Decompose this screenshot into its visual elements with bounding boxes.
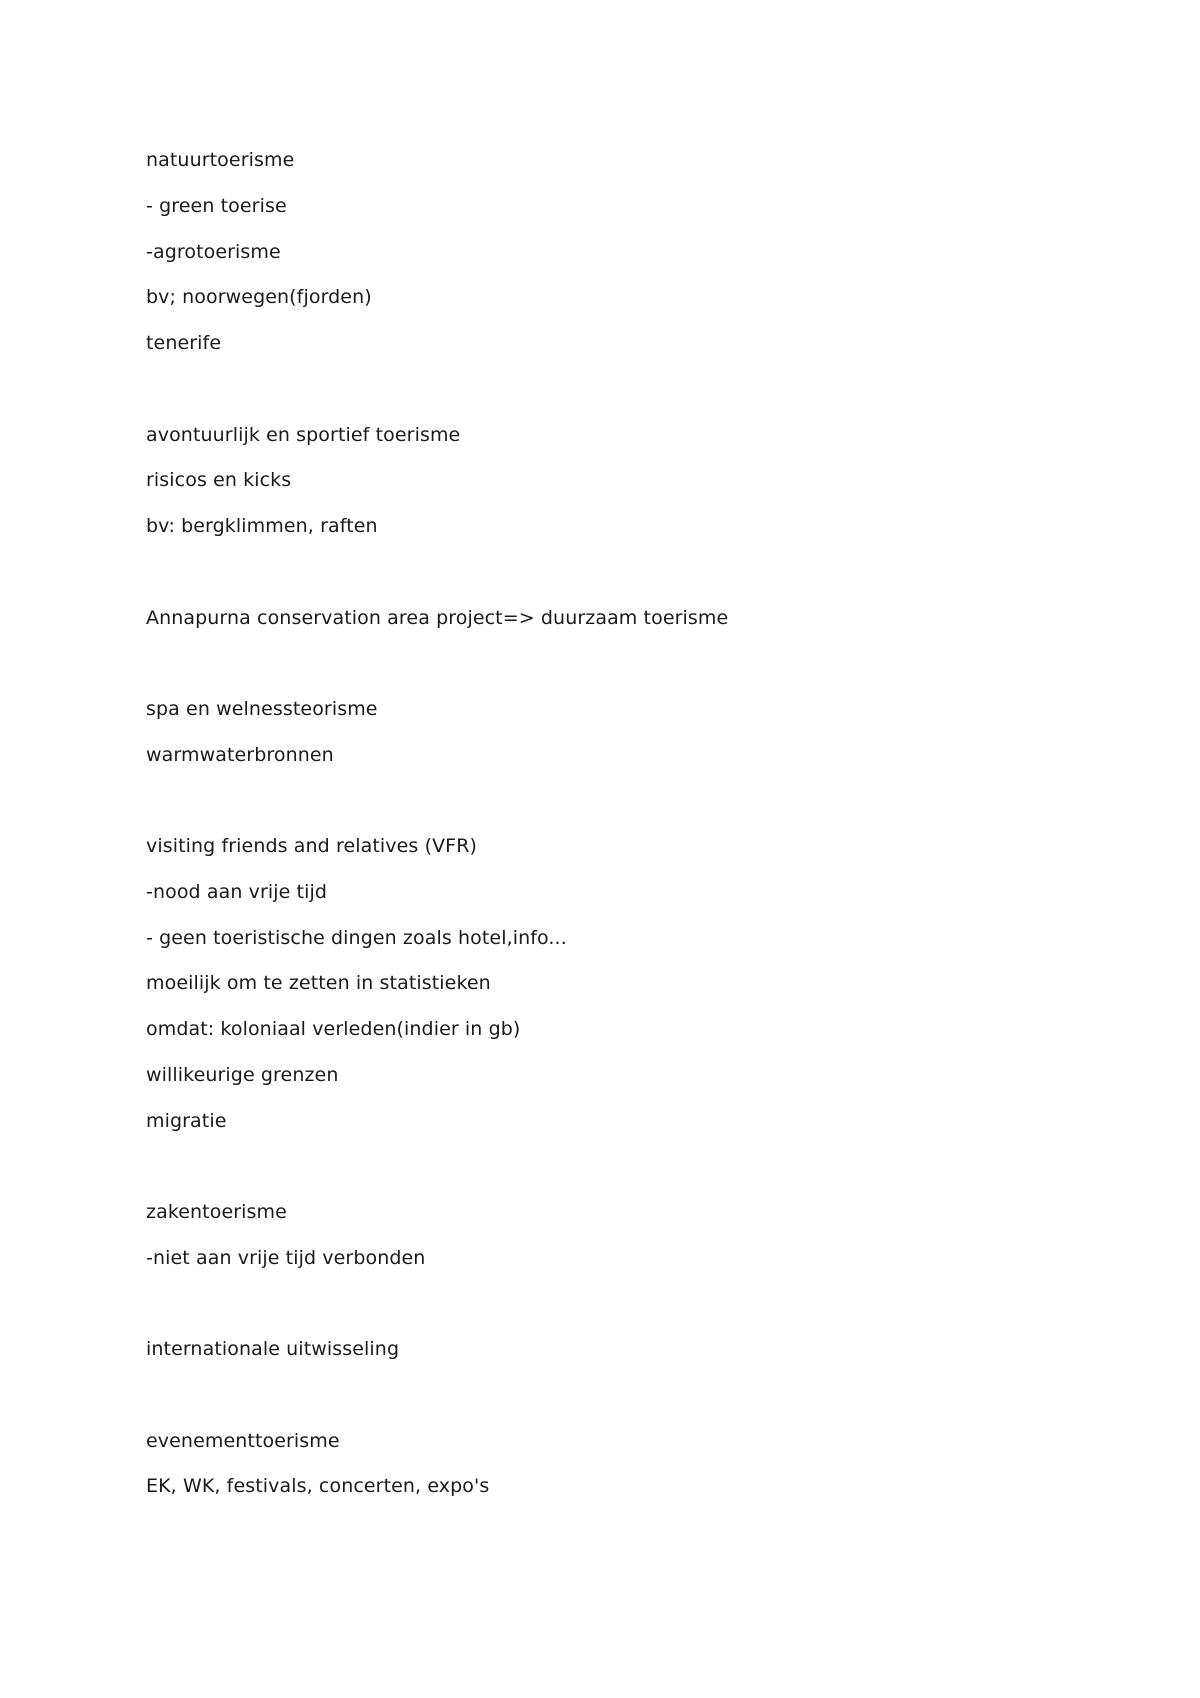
text-line: - green toerise <box>146 195 287 217</box>
text-line: moeilijk om te zetten in statistieken <box>146 972 491 994</box>
text-line: visiting friends and relatives (VFR) <box>146 835 478 857</box>
text-line: internationale uitwisseling <box>146 1338 400 1360</box>
text-line: -nood aan vrije tijd <box>146 881 328 903</box>
text-line: spa en welnessteorisme <box>146 698 378 720</box>
text-line: tenerife <box>146 332 222 354</box>
text-line: warmwaterbronnen <box>146 744 334 766</box>
text-line: -agrotoerisme <box>146 241 281 263</box>
text-line: migratie <box>146 1110 227 1132</box>
text-line: avontuurlijk en sportief toerisme <box>146 424 461 446</box>
text-line: EK, WK, festivals, concerten, expo's <box>146 1475 490 1497</box>
text-line: - geen toeristische dingen zoals hotel,info... <box>146 927 567 949</box>
text-line: natuurtoerisme <box>146 149 295 171</box>
text-line: -niet aan vrije tijd verbonden <box>146 1247 426 1269</box>
text-line: willikeurige grenzen <box>146 1064 339 1086</box>
text-line: bv: bergklimmen, raften <box>146 515 378 537</box>
text-line: zakentoerisme <box>146 1201 287 1223</box>
text-line: Annapurna conservation area project=> duurzaam toerisme <box>146 607 729 629</box>
text-line: risicos en kicks <box>146 469 292 491</box>
text-line: evenementtoerisme <box>146 1430 340 1452</box>
text-line: omdat: koloniaal verleden(indier in gb) <box>146 1018 521 1040</box>
text-line: bv; noorwegen(fjorden) <box>146 286 372 308</box>
